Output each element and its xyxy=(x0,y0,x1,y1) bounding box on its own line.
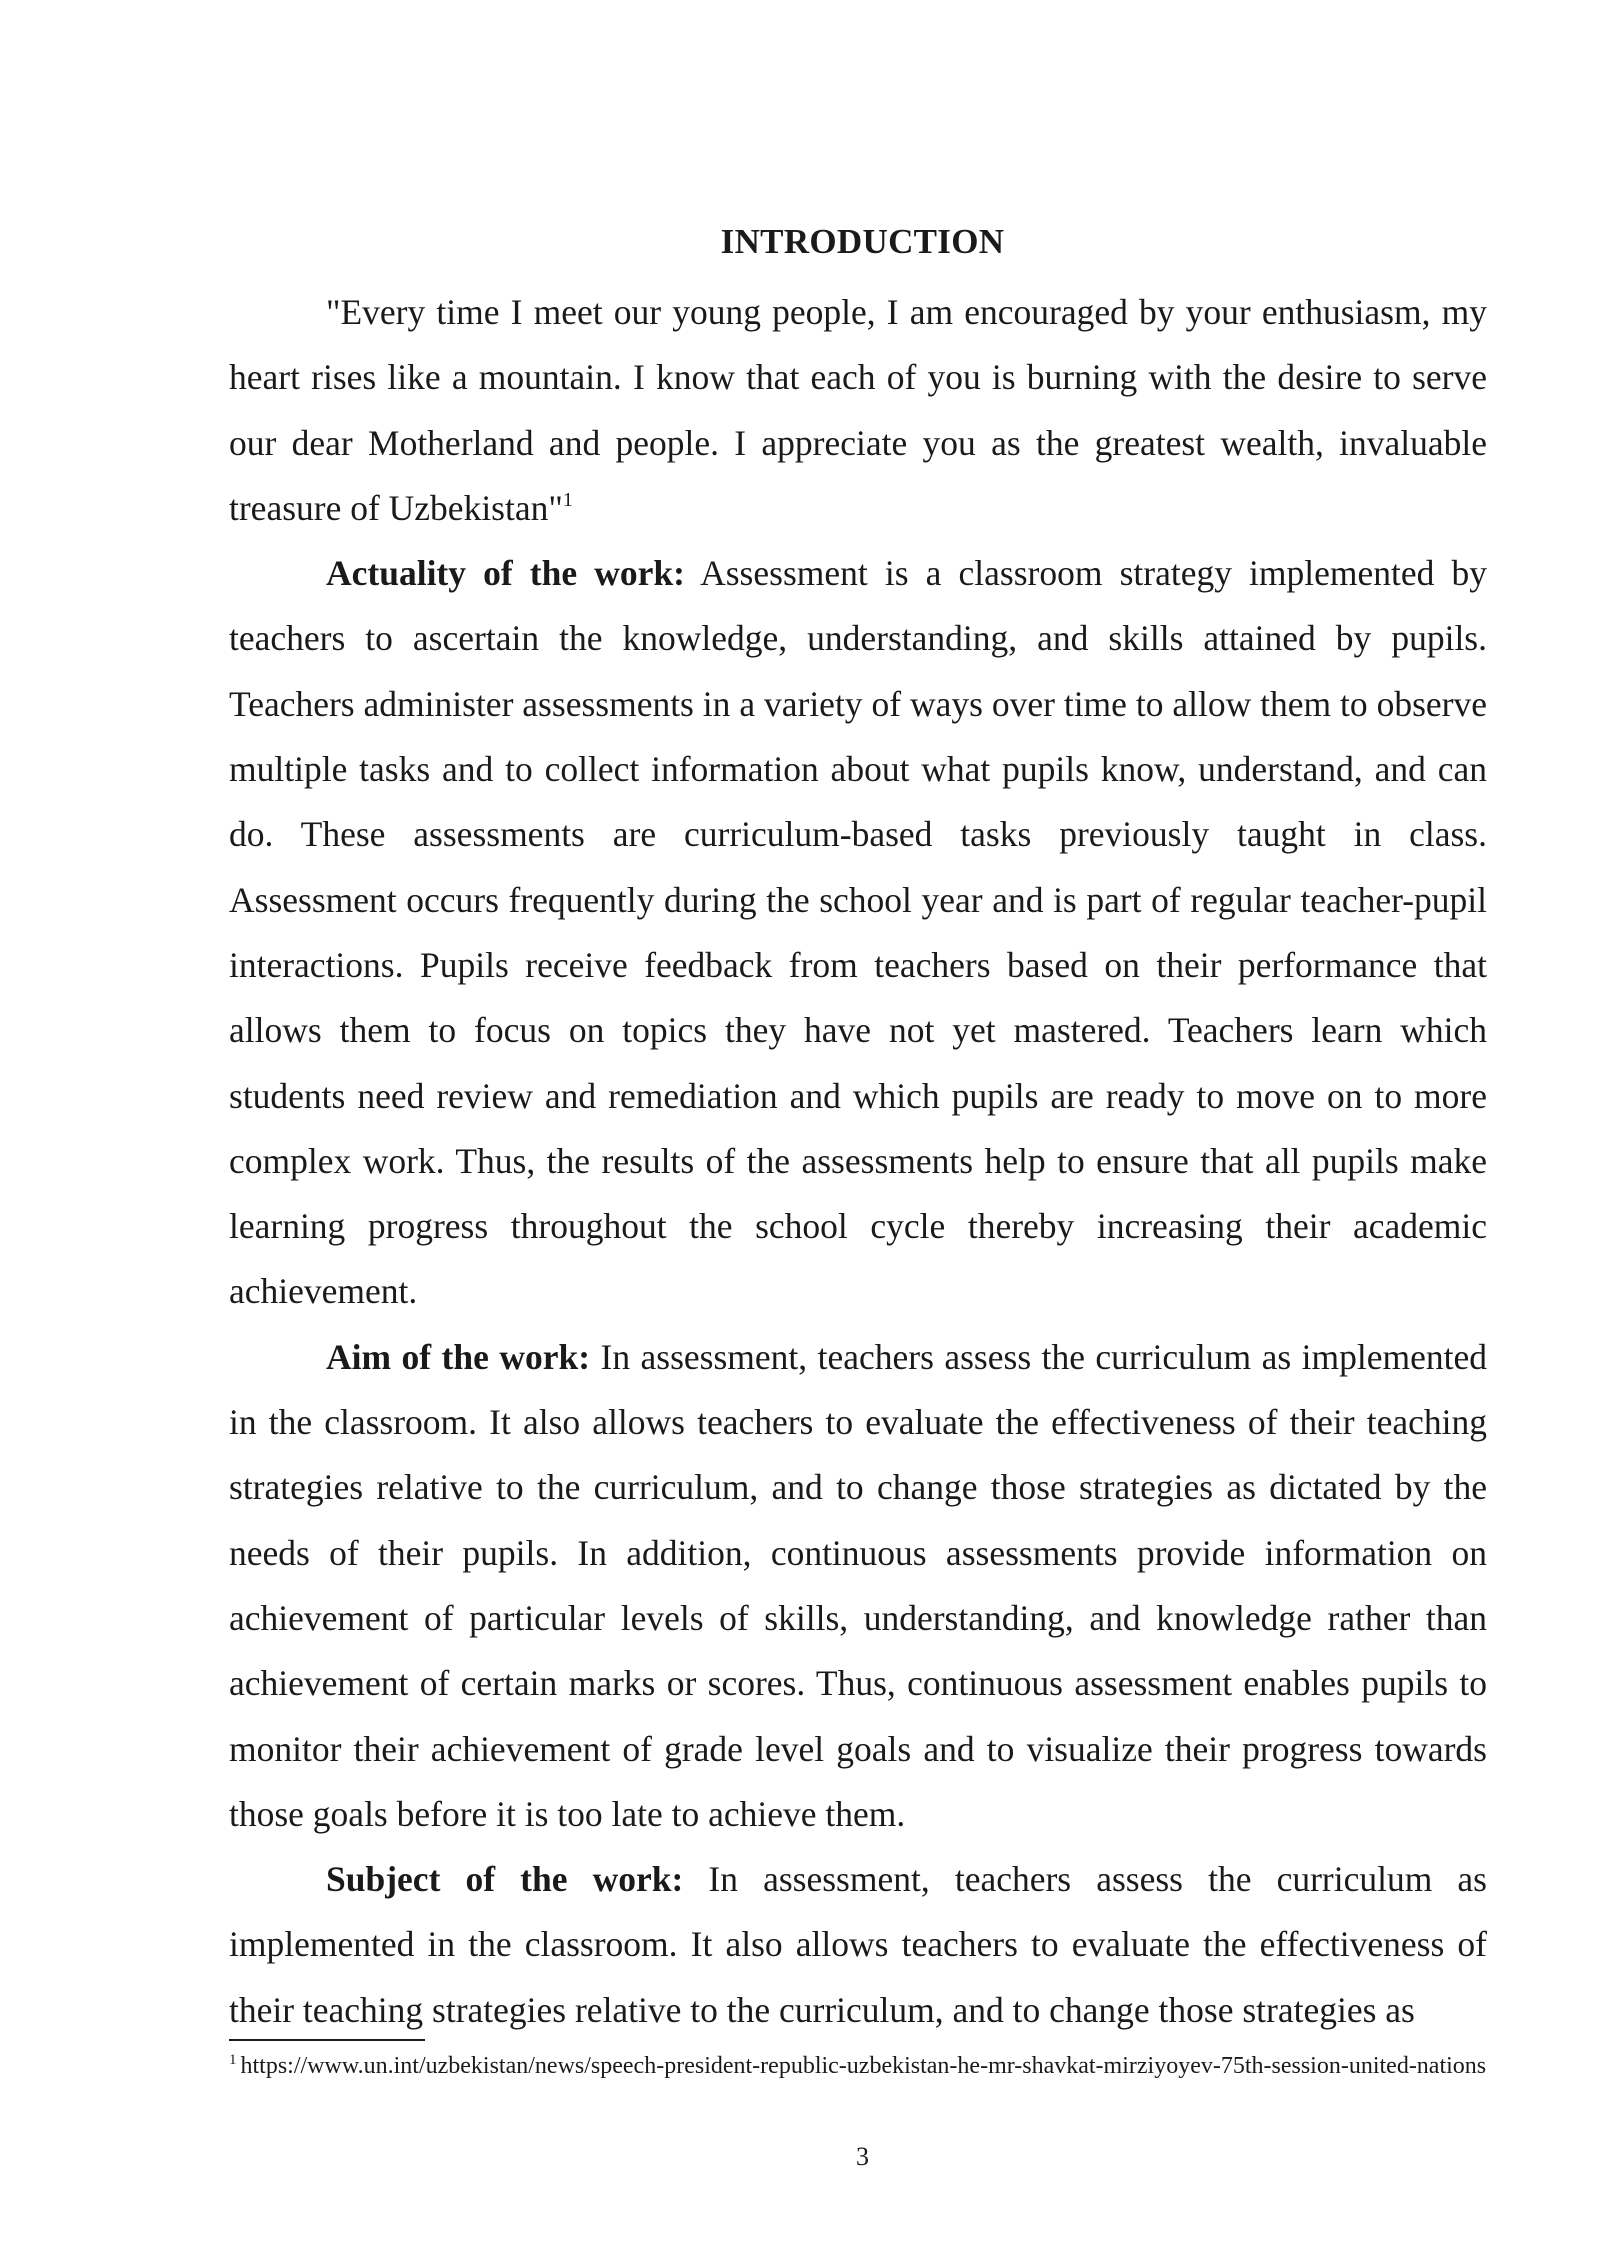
subject-label: Subject of the work: xyxy=(326,1859,684,1900)
aim-text: In assessment, teachers assess the curriculum as implemented in the classroom. It also allows teachers to evaluate the effectiveness of their teaching strategies relative to the curriculum, and to change those strategies as dictated by the needs of their pupils. In addition, continuous assessments provide information on achievement of particular levels of skills, understanding, and knowledge rather than achievement of certain marks or scores. Thus, continuous assessment enables pupils to monitor their achievement of grade level goals and to visualize their progress towards those goals before it is too late to achieve them. xyxy=(229,1336,1487,1834)
aim-paragraph xyxy=(229,1325,1487,1847)
subject-paragraph xyxy=(229,1847,1487,2043)
aim-label: Aim of the work: xyxy=(326,1336,591,1377)
subject-text: In assessment, teachers assess the curriculum as implemented in the classroom. It also allows teachers to evaluate the effectiveness of their teaching strategies relative to the curriculum, and to change those strategies as xyxy=(229,1859,1487,2030)
epigraph-quote: "Every time I meet our young people, I am encouraged by your enthusiasm, my heart rises like a mountain. I know that each of you is burning with the desire to serve our dear Motherland and people. I appreciate you as the greatest wealth, invaluable treasure of Uzbekistan" xyxy=(229,292,1487,528)
epigraph-paragraph xyxy=(229,280,1487,541)
footnote-link[interactable]: https://www.un.int/uzbekistan/news/speech-president-republic-uzbekistan-he-mr-shavkat-mirziyoyev-75th-session-united-nations xyxy=(240,2053,1487,2079)
footnote-reference[interactable]: 1 xyxy=(562,488,573,511)
actuality-paragraph xyxy=(229,541,1487,1325)
footnote xyxy=(229,2050,1487,2083)
body-text xyxy=(229,280,1487,2043)
footnote-mark: 1 xyxy=(229,2052,237,2068)
actuality-text: Assessment is a classroom strategy implemented by teachers to ascertain the knowledge, understanding, and skills attained by pupils. Teachers administer assessments in a variety of ways over time to allow them to observe multiple tasks and to collect information about what pupils know, understand, and can do. These assessments are curriculum-based tasks previously taught in class. Assessment occurs frequently during the school year and is part of regular teacher-pupil interactions. Pupils receive feedback from teachers based on their performance that allows them to focus on topics they have not yet mastered. Teachers learn which students need review and remediation and which pupils are ready to move on to more complex work. Thus, the results of the assessments help to ensure that all pupils make learning progress throughout the school cycle thereby increasing their academic achievement. xyxy=(229,553,1488,1312)
page-number: 3 xyxy=(856,2142,869,2171)
section-heading: INTRODUCTION xyxy=(720,222,1005,261)
footnote-separator xyxy=(229,2039,425,2041)
actuality-label: Actuality of the work: xyxy=(326,553,685,594)
